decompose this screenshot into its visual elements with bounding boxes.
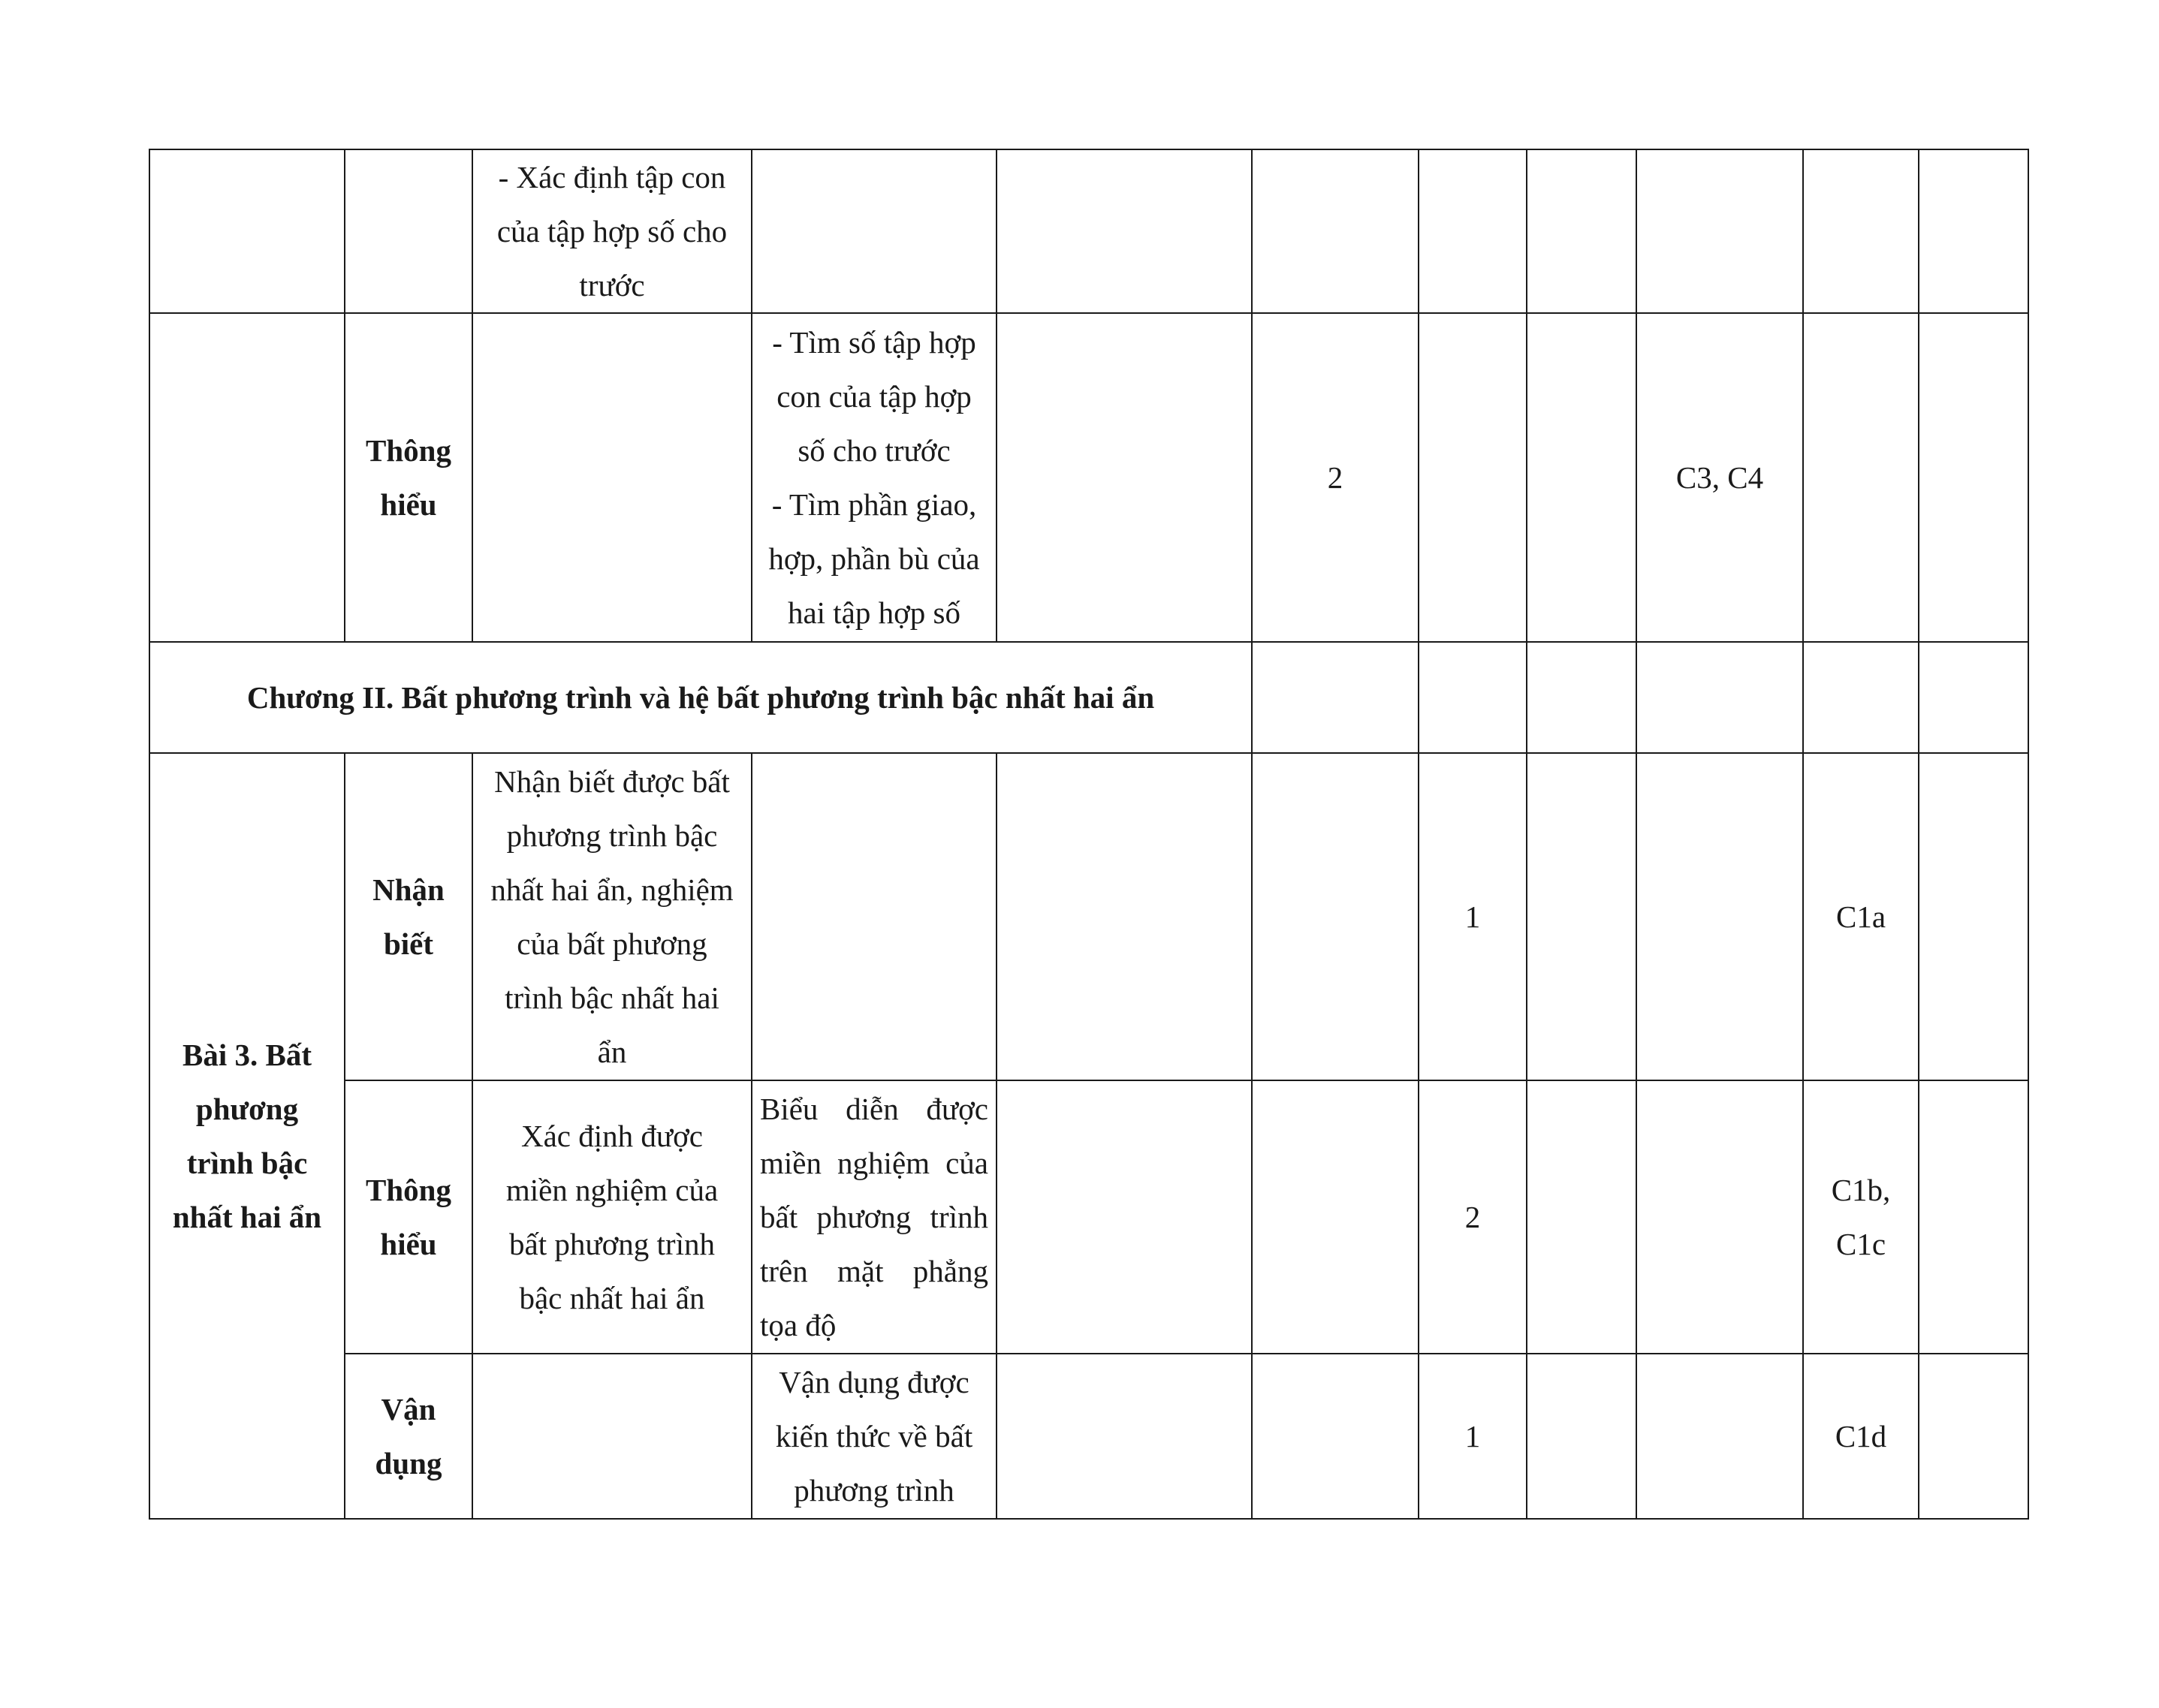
question-cell: C1d bbox=[1803, 1354, 1919, 1519]
empty-cell bbox=[1252, 753, 1419, 1080]
empty-cell bbox=[1527, 149, 1636, 313]
empty-cell bbox=[1636, 1354, 1803, 1519]
level-cell bbox=[345, 149, 472, 313]
content-cell: - Xác định tập con của tập hợp số cho trước bbox=[472, 149, 752, 313]
empty-cell bbox=[1527, 1080, 1636, 1354]
empty-cell bbox=[997, 313, 1252, 642]
empty-cell bbox=[997, 1080, 1252, 1354]
empty-cell bbox=[1919, 149, 2028, 313]
empty-cell bbox=[1803, 149, 1919, 313]
empty-cell bbox=[997, 1354, 1252, 1519]
question-cell: C1a bbox=[1803, 753, 1919, 1080]
lesson-cell bbox=[149, 313, 345, 642]
content-cell: Xác định được miền nghiệm của bất phương trình bậc nhất hai ẩn bbox=[472, 1080, 752, 1354]
empty-cell bbox=[1919, 642, 2028, 753]
empty-cell bbox=[1919, 753, 2028, 1080]
chapter-row bbox=[149, 642, 2028, 753]
empty-cell bbox=[1252, 1080, 1419, 1354]
specification-table bbox=[149, 149, 2029, 1520]
empty-cell bbox=[1419, 642, 1527, 753]
skills-cell bbox=[752, 753, 997, 1080]
empty-cell bbox=[1919, 313, 2028, 642]
empty-cell bbox=[1252, 149, 1419, 313]
empty-cell bbox=[997, 753, 1252, 1080]
empty-cell bbox=[1636, 1080, 1803, 1354]
table-row bbox=[149, 753, 2028, 1080]
lesson-cell: Bài 3. Bất phương trình bậc nhất hai ẩn bbox=[149, 753, 345, 1519]
skills-cell bbox=[752, 149, 997, 313]
empty-cell bbox=[1252, 642, 1419, 753]
level-cell: Vận dụng bbox=[345, 1354, 472, 1519]
empty-cell bbox=[1636, 753, 1803, 1080]
chapter-title: Chương II. Bất phương trình và hệ bất phương trình bậc nhất hai ẩn bbox=[149, 642, 1252, 753]
level-cell: Thông hiểu bbox=[345, 1080, 472, 1354]
empty-cell bbox=[1527, 642, 1636, 753]
table-row bbox=[149, 1080, 2028, 1354]
content-cell: Nhận biết được bất phương trình bậc nhất hai ẩn, nghiệm của bất phương trình bậc nhất hai ẩn bbox=[472, 753, 752, 1080]
table-row bbox=[149, 149, 2028, 313]
empty-cell bbox=[1419, 313, 1527, 642]
count-cell: 2 bbox=[1252, 313, 1419, 642]
table-row bbox=[149, 313, 2028, 642]
content-cell bbox=[472, 1354, 752, 1519]
empty-cell bbox=[1252, 1354, 1419, 1519]
empty-cell bbox=[1803, 642, 1919, 753]
skills-cell: - Tìm số tập hợp con của tập hợp số cho trước - Tìm phần giao, hợp, phần bù của hai tập hợp số bbox=[752, 313, 997, 642]
skills-cell: Vận dụng được kiến thức về bất phương trình bbox=[752, 1354, 997, 1519]
empty-cell bbox=[1919, 1354, 2028, 1519]
lesson-cell bbox=[149, 149, 345, 313]
empty-cell bbox=[1527, 1354, 1636, 1519]
empty-cell bbox=[1636, 149, 1803, 313]
count-cell: 1 bbox=[1419, 753, 1527, 1080]
level-cell: Thông hiểu bbox=[345, 313, 472, 642]
content-cell bbox=[472, 313, 752, 642]
empty-cell bbox=[997, 149, 1252, 313]
empty-cell bbox=[1527, 313, 1636, 642]
level-cell: Nhận biết bbox=[345, 753, 472, 1080]
count-cell: 2 bbox=[1419, 1080, 1527, 1354]
empty-cell bbox=[1419, 149, 1527, 313]
question-cell: C3, C4 bbox=[1636, 313, 1803, 642]
empty-cell bbox=[1527, 753, 1636, 1080]
count-cell: 1 bbox=[1419, 1354, 1527, 1519]
empty-cell bbox=[1919, 1080, 2028, 1354]
question-cell: C1b, C1c bbox=[1803, 1080, 1919, 1354]
table-row bbox=[149, 1354, 2028, 1519]
skills-cell: Biểu diễn được miền nghiệm của bất phương trình trên mặt phẳng tọa độ bbox=[752, 1080, 997, 1354]
empty-cell bbox=[1636, 642, 1803, 753]
empty-cell bbox=[1803, 313, 1919, 642]
